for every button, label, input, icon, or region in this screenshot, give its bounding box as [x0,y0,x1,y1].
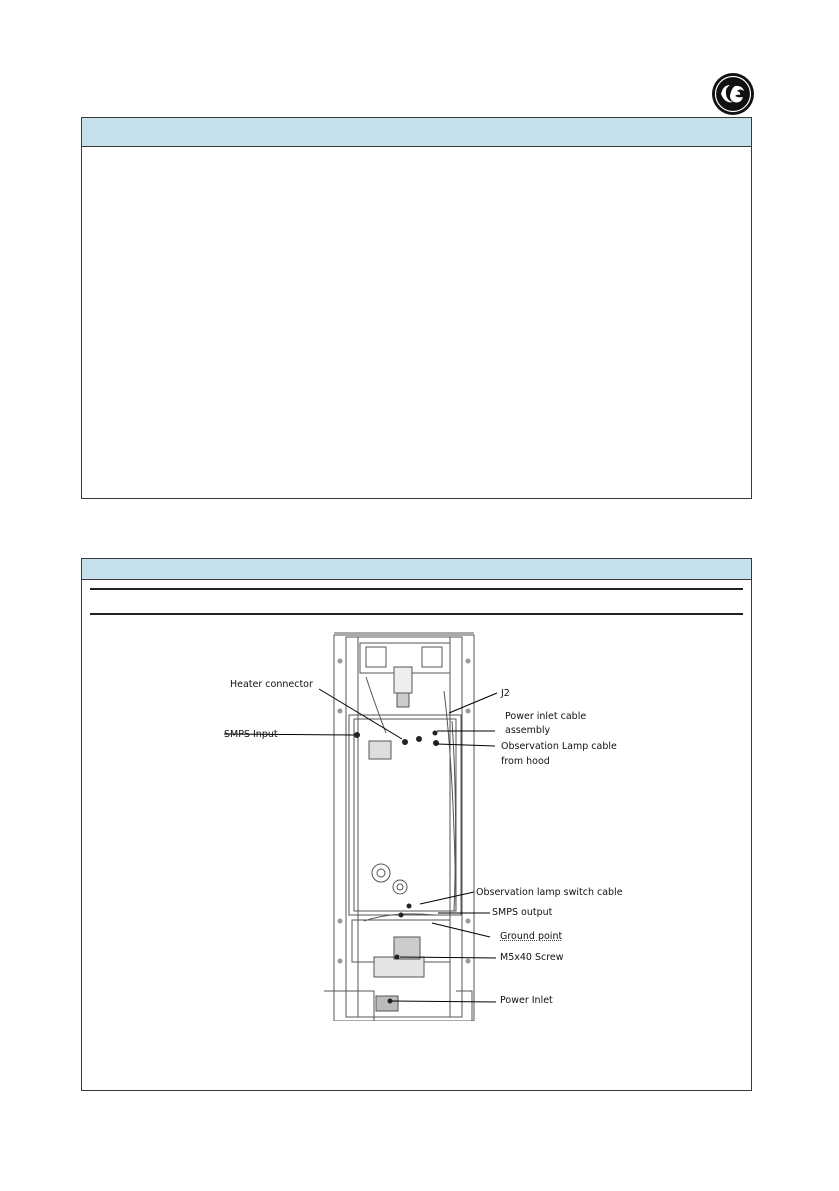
label-observation-lamp-cable-line1: Observation Lamp cable [501,741,617,752]
label-power-inlet: Power Inlet [500,995,553,1006]
label-j2: J2 [501,688,510,699]
label-m5x40-screw: M5x40 Screw [500,952,564,963]
top-box-header [82,118,751,147]
label-heater-connector: Heater connector [230,679,313,690]
ge-logo [711,72,755,116]
bottom-rule [90,613,743,615]
label-power-inlet-cable-line2: assembly [505,725,551,736]
top-content-box [81,117,752,499]
label-power-inlet-cable-line1: Power inlet cable [505,711,587,722]
label-ground-point: Ground point [500,931,563,942]
top-rule [90,588,743,590]
bottom-box-header [82,559,751,580]
label-observation-lamp-switch-cable: Observation lamp switch cable [476,887,623,898]
label-smps-input: SMPS Input [224,729,278,740]
label-smps-output: SMPS output [492,907,553,918]
label-observation-lamp-cable-line2: from hood [501,756,550,767]
